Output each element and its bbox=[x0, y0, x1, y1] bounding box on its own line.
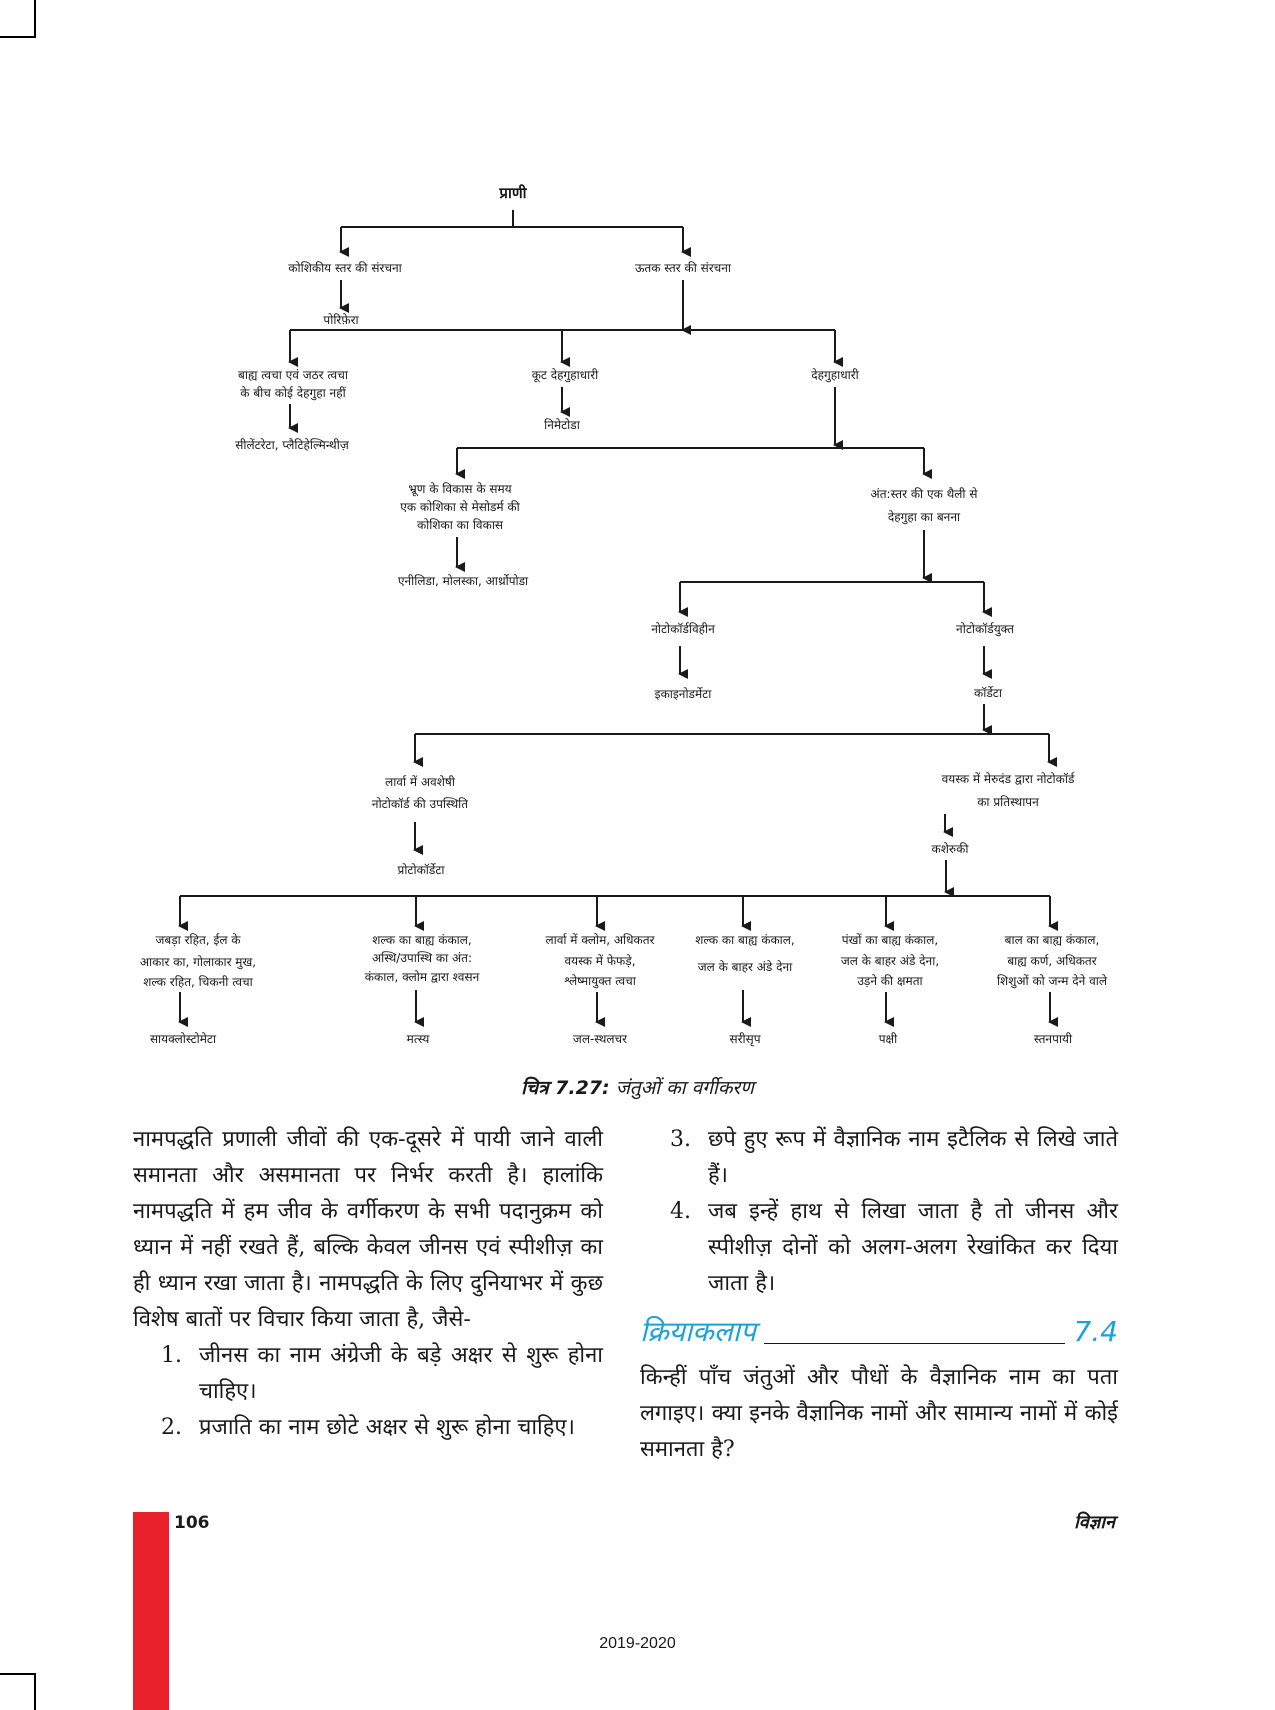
svg-text:के बीच कोई देहगुहा नहीं: के बीच कोई देहगुहा नहीं bbox=[240, 386, 346, 400]
node-pisces: मत्स्य bbox=[406, 1032, 430, 1046]
list-number: 1. bbox=[161, 1343, 182, 1368]
node-annelida: एनीलिडा, मोलस्का, आर्थ्रोपोडा bbox=[397, 574, 529, 588]
edition-year: 2019-2020 bbox=[599, 1635, 676, 1652]
node-cyclostomata-desc bbox=[140, 933, 256, 989]
svg-text:नोटोकॉर्ड की उपस्थिति: नोटोकॉर्ड की उपस्थिति bbox=[371, 797, 469, 811]
node-nematoda: निमेटोडा bbox=[544, 418, 580, 432]
figure-caption bbox=[0, 1074, 1275, 1100]
node-aves-desc bbox=[841, 933, 939, 988]
node-cellular-level: कोशिकीय स्तर की संरचना bbox=[288, 261, 402, 275]
node-non-chordata: नोटोकॉर्डविहीन bbox=[651, 622, 715, 636]
svg-text:जल के बाहर अंडे देना: जल के बाहर अंडे देना bbox=[697, 960, 793, 974]
activity-heading bbox=[640, 1312, 1118, 1352]
node-animalia: प्राणी bbox=[499, 184, 527, 202]
node-amphibia-desc bbox=[545, 933, 655, 989]
list-number: 3. bbox=[670, 1127, 691, 1152]
list-text: प्रजाति का नाम छोटे अक्षर से शुरू होना चाहिए। bbox=[199, 1415, 575, 1440]
svg-text:एक कोशिका से मेसोडर्म की: एक कोशिका से मेसोडर्म की bbox=[400, 500, 520, 514]
activity-number: 7.4 bbox=[1073, 1315, 1118, 1348]
right-column bbox=[640, 1122, 1118, 1468]
svg-text:लार्वा में क्लोम, अधिकतर: लार्वा में क्लोम, अधिकतर bbox=[545, 933, 655, 947]
node-protochordata: प्रोटोकॉर्डेटा bbox=[397, 863, 445, 877]
node-coelenterata: सीलेंटरेटा, प्लैटिहेल्मिन्थीज़ bbox=[235, 438, 349, 452]
node-aves: पक्षी bbox=[878, 1032, 898, 1046]
svg-text:वयस्क में मेरुदंड द्वारा नोटोक: वयस्क में मेरुदंड द्वारा नोटोकॉर्ड bbox=[941, 772, 1075, 786]
svg-text:श्लेष्मायुक्त त्वचा: श्लेष्मायुक्त त्वचा bbox=[564, 974, 636, 988]
node-larva-notochord bbox=[372, 775, 469, 811]
list-number: 2. bbox=[161, 1415, 182, 1440]
svg-text:जल के बाहर अंडे देना,: जल के बाहर अंडे देना, bbox=[840, 954, 940, 968]
node-porifera: पोरिफ़ेरा bbox=[323, 313, 359, 327]
node-adult-vertebral bbox=[942, 772, 1076, 809]
list-text: जीनस का नाम अंग्रेजी के बड़े अक्षर से शुरू होना चाहिए। bbox=[199, 1343, 603, 1404]
node-chordata: कॉर्डेटा bbox=[974, 686, 1002, 700]
node-notochord: नोटोकॉर्डयुक्त bbox=[956, 622, 1014, 636]
svg-text:जबड़ा रहित, ईल के: जबड़ा रहित, ईल के bbox=[155, 933, 241, 947]
svg-text:वयस्क में फेफड़े,: वयस्क में फेफड़े, bbox=[564, 954, 636, 968]
svg-text:उड़ने की क्षमता: उड़ने की क्षमता bbox=[857, 974, 923, 988]
node-amphibia: जल-स्थलचर bbox=[572, 1032, 628, 1046]
svg-text:अस्थि/उपास्थि का अंत:: अस्थि/उपास्थि का अंत: bbox=[371, 951, 473, 965]
svg-text:बाह्य कर्ण, अधिकतर: बाह्य कर्ण, अधिकतर bbox=[1007, 954, 1097, 968]
node-mesoderm-cell bbox=[400, 482, 520, 532]
node-echinodermata: इकाइनोडर्मेटा bbox=[654, 687, 712, 701]
crop-mark bbox=[34, 1673, 36, 1710]
node-tissue-level: ऊतक स्तर की संरचना bbox=[634, 261, 732, 275]
node-coelomate: देहगुहाधारी bbox=[811, 368, 859, 382]
activity-text: किन्हीं पाँच जंतुओं और पौधों के वैज्ञानिक नाम का पता लगाइए। क्या इनके वैज्ञानिक नामों और सामान्य नामों में कोई समानता है? bbox=[640, 1365, 1118, 1462]
svg-text:भ्रूण के विकास के समय: भ्रूण के विकास के समय bbox=[408, 482, 512, 496]
book-title: विज्ञान bbox=[1074, 1512, 1115, 1533]
page-number: 106 bbox=[174, 1513, 210, 1533]
svg-text:अंत:स्तर की एक थैली से: अंत:स्तर की एक थैली से bbox=[870, 487, 978, 501]
page-edge-bar bbox=[133, 1512, 169, 1710]
svg-text:बाह्य त्वचा एवं जठर त्वचा: बाह्य त्वचा एवं जठर त्वचा bbox=[238, 368, 348, 382]
svg-text:पंखों का बाह्य कंकाल,: पंखों का बाह्य कंकाल, bbox=[841, 933, 939, 947]
list-text: छपे हुए रूप में वैज्ञानिक नाम इटैलिक से लिखे जाते हैं। bbox=[708, 1127, 1118, 1188]
list-number: 4. bbox=[670, 1199, 691, 1224]
svg-text:देहगुहा का बनना: देहगुहा का बनना bbox=[887, 510, 961, 524]
node-vertebrata: कशेरुकी bbox=[931, 842, 969, 856]
figure-label: चित्र 7.27: bbox=[521, 1077, 610, 1099]
svg-text:शल्क का बाह्य कंकाल,: शल्क का बाह्य कंकाल, bbox=[372, 933, 472, 947]
svg-text:बाल का बाह्य कंकाल,: बाल का बाह्य कंकाल, bbox=[1004, 933, 1100, 947]
node-pisces-desc bbox=[365, 933, 480, 984]
svg-text:शल्क रहित, चिकनी त्वचा: शल्क रहित, चिकनी त्वचा bbox=[143, 975, 253, 989]
node-reptilia-desc bbox=[695, 933, 794, 974]
node-pseudocoelomate: कूट देहगुहाधारी bbox=[531, 368, 599, 382]
svg-text:कोशिका का विकास: कोशिका का विकास bbox=[416, 518, 504, 532]
node-mammalia-desc bbox=[997, 933, 1108, 989]
nomenclature-paragraph: नामपद्धति प्रणाली जीवों की एक-दूसरे में पायी जाने वाली समानता और असमानता पर निर्भर करती है। हालांकि नामपद्धति में हम जीव के वर्गीकरण के सभी पदानुक्रम को ध्यान में नहीं रखते हैं, बल्कि केवल जीनस एवं स्पीशीज़ का ही ध्यान रखा जाता है। नामपद्धति के लिए दुनियाभर में कुछ विशेष बातों पर विचार किया जाता है, जैसे- bbox=[133, 1127, 603, 1332]
svg-text:शल्क का बाह्य कंकाल,: शल्क का बाह्य कंकाल, bbox=[695, 933, 795, 947]
list-item bbox=[640, 1194, 1118, 1302]
node-mammalia: स्तनपायी bbox=[1033, 1032, 1073, 1046]
list-item bbox=[640, 1122, 1118, 1194]
list-item bbox=[133, 1338, 603, 1410]
left-column bbox=[133, 1122, 603, 1446]
list-text: जब इन्हें हाथ से लिखा जाता है तो जीनस और स्पीशीज़ दोनों को अलग-अलग रेखांकित कर दिया जाता है। bbox=[708, 1199, 1118, 1296]
node-cyclostomata: सायक्लोस्टोमेटा bbox=[149, 1032, 217, 1046]
figure-title: जंतुओं का वर्गीकरण bbox=[609, 1077, 754, 1099]
svg-text:का प्रतिस्थापन: का प्रतिस्थापन bbox=[977, 795, 1039, 809]
node-no-coelom bbox=[238, 368, 349, 401]
svg-text:लार्वा में अवशेषी: लार्वा में अवशेषी bbox=[385, 775, 455, 789]
list-item bbox=[133, 1410, 603, 1446]
svg-text:शिशुओं को जन्म देने वाले: शिशुओं को जन्म देने वाले bbox=[996, 974, 1108, 988]
node-endoderm-pouch bbox=[871, 487, 979, 525]
activity-rule bbox=[764, 1343, 1066, 1344]
activity-title: क्रियाकलाप bbox=[640, 1315, 756, 1348]
node-reptilia: सरीसृप bbox=[729, 1032, 761, 1046]
svg-text:आकार का, गोलाकार मुख,: आकार का, गोलाकार मुख, bbox=[139, 955, 257, 969]
svg-text:कंकाल, क्लोम द्वारा श्वसन: कंकाल, क्लोम द्वारा श्वसन bbox=[364, 970, 480, 984]
crop-mark bbox=[0, 1673, 36, 1675]
